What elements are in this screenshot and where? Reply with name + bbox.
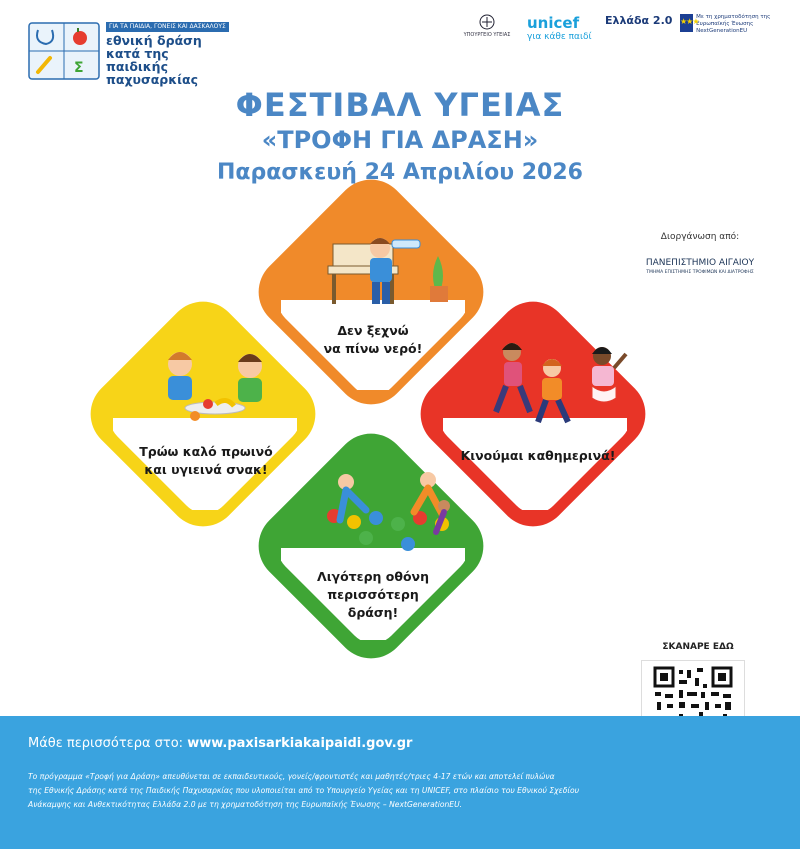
- organizer: [640, 232, 760, 275]
- children-breakfast-illustration: [150, 346, 280, 424]
- card-move-caption: [458, 447, 618, 465]
- children-moving-illustration: [480, 338, 630, 428]
- logo-line: παιδικής: [106, 59, 168, 74]
- caption-line: να πίνω νερό!: [323, 341, 423, 356]
- more-info-label: Μάθε περισσότερα στο:: [28, 736, 184, 751]
- children-playing-twister-illustration: [316, 462, 466, 554]
- qr-label: ΣΚΑΝΑΡΕ ΕΔΩ: [662, 642, 734, 652]
- card-breakfast-caption: [128, 443, 284, 479]
- logo-line: παχυσαρκίας: [106, 72, 198, 87]
- unicef-wordmark: unicef: [527, 14, 580, 32]
- caption-line: Κινούμαι καθημερινά!: [460, 448, 616, 463]
- organizer-name: ΠΑΝΕΠΙΣΤΗΜΙΟ ΑΙΓΑΙΟΥ: [645, 258, 755, 268]
- festival-date: Παρασκευή 24 Απριλίου 2026: [217, 160, 583, 185]
- svg-text:Σ: Σ: [74, 60, 84, 76]
- footer-description: [28, 770, 778, 812]
- ministry-name: ΥΠΟΥΡΓΕΙΟ ΥΓΕΙΑΣ: [463, 32, 511, 38]
- website-link[interactable]: www.paxisarkiakaipaidi.gov.gr: [187, 736, 413, 751]
- crest-icon: [479, 14, 495, 30]
- logo-text: [106, 34, 202, 86]
- greece2-wordmark: Ελλάδα 2.0: [605, 14, 673, 27]
- logo-line: κατά της: [106, 46, 169, 61]
- caption-line: και υγιεινά σνακ!: [144, 462, 268, 477]
- logo-tagline: ΓΙΑ ΤΑ ΠΑΙΔΙΑ, ΓΟΝΕΙΣ ΚΑΙ ΔΑΣΚΑΛΟΥΣ: [106, 22, 229, 32]
- card-water-caption: [300, 322, 446, 358]
- organizer-label: Διοργάνωση από:: [660, 232, 740, 242]
- child-drinking-water-illustration: [318, 226, 468, 316]
- caption-line: περισσότερη δράση!: [327, 587, 419, 620]
- eu-flag-icon: ★★★: [680, 14, 693, 32]
- card-screen-caption: [300, 568, 446, 622]
- footer-more-info: [28, 736, 412, 751]
- caption-line: Τρώω καλό πρωινό: [139, 444, 273, 459]
- organizer-department: ΤΜΗΜΑ ΕΠΙΣΤΗΜΗΣ ΤΡΟΦΙΜΩΝ ΚΑΙ ΔΙΑΤΡΟΦΗΣ: [646, 270, 754, 275]
- unicef-logo: [527, 14, 597, 42]
- ministry-logo: [462, 14, 512, 38]
- footer-line: Το πρόγραμμα «Τροφή για Δράση» απευθύνεται σε εκπαιδευτικούς, γονείς/φροντιστές και μαθητές/τριες 4-17 ετών και αποτελεί πυλώνα: [28, 772, 555, 781]
- eu-funding-text: Με τη χρηματοδότηση της Ευρωπαϊκής Ένωσης NextGenerationEU: [696, 14, 771, 34]
- festival-subtitle: «ΤΡΟΦΗ ΓΙΑ ΔΡΑΣΗ»: [261, 126, 539, 154]
- greece2-logo: [605, 14, 677, 27]
- festival-title: ΦΕΣΤΙΒΑΛ ΥΓΕΙΑΣ: [235, 86, 565, 124]
- eu-logo: [680, 14, 790, 35]
- unicef-subtitle: για κάθε παιδί: [527, 32, 592, 42]
- caption-line: Λιγότερη οθόνη: [317, 569, 429, 584]
- footer-line: της Εθνικής Δράσης κατά της Παιδικής Παχυσαρκίας που υλοποιείται από το Υπουργείο Υγείας και τη UNICEF, στο πλαίσιο του Εθνικού Σχεδίου: [28, 786, 580, 795]
- program-logo: [28, 22, 100, 80]
- footer-line: Ανάκαμψης και Ανθεκτικότητας Ελλάδα 2.0 με τη χρηματοδότηση της Ευρωπαϊκής Ένωσης – NextGenerationEU.: [28, 800, 463, 809]
- caption-line: Δεν ξεχνώ: [337, 323, 409, 338]
- logo-line: εθνική δράση: [106, 33, 202, 48]
